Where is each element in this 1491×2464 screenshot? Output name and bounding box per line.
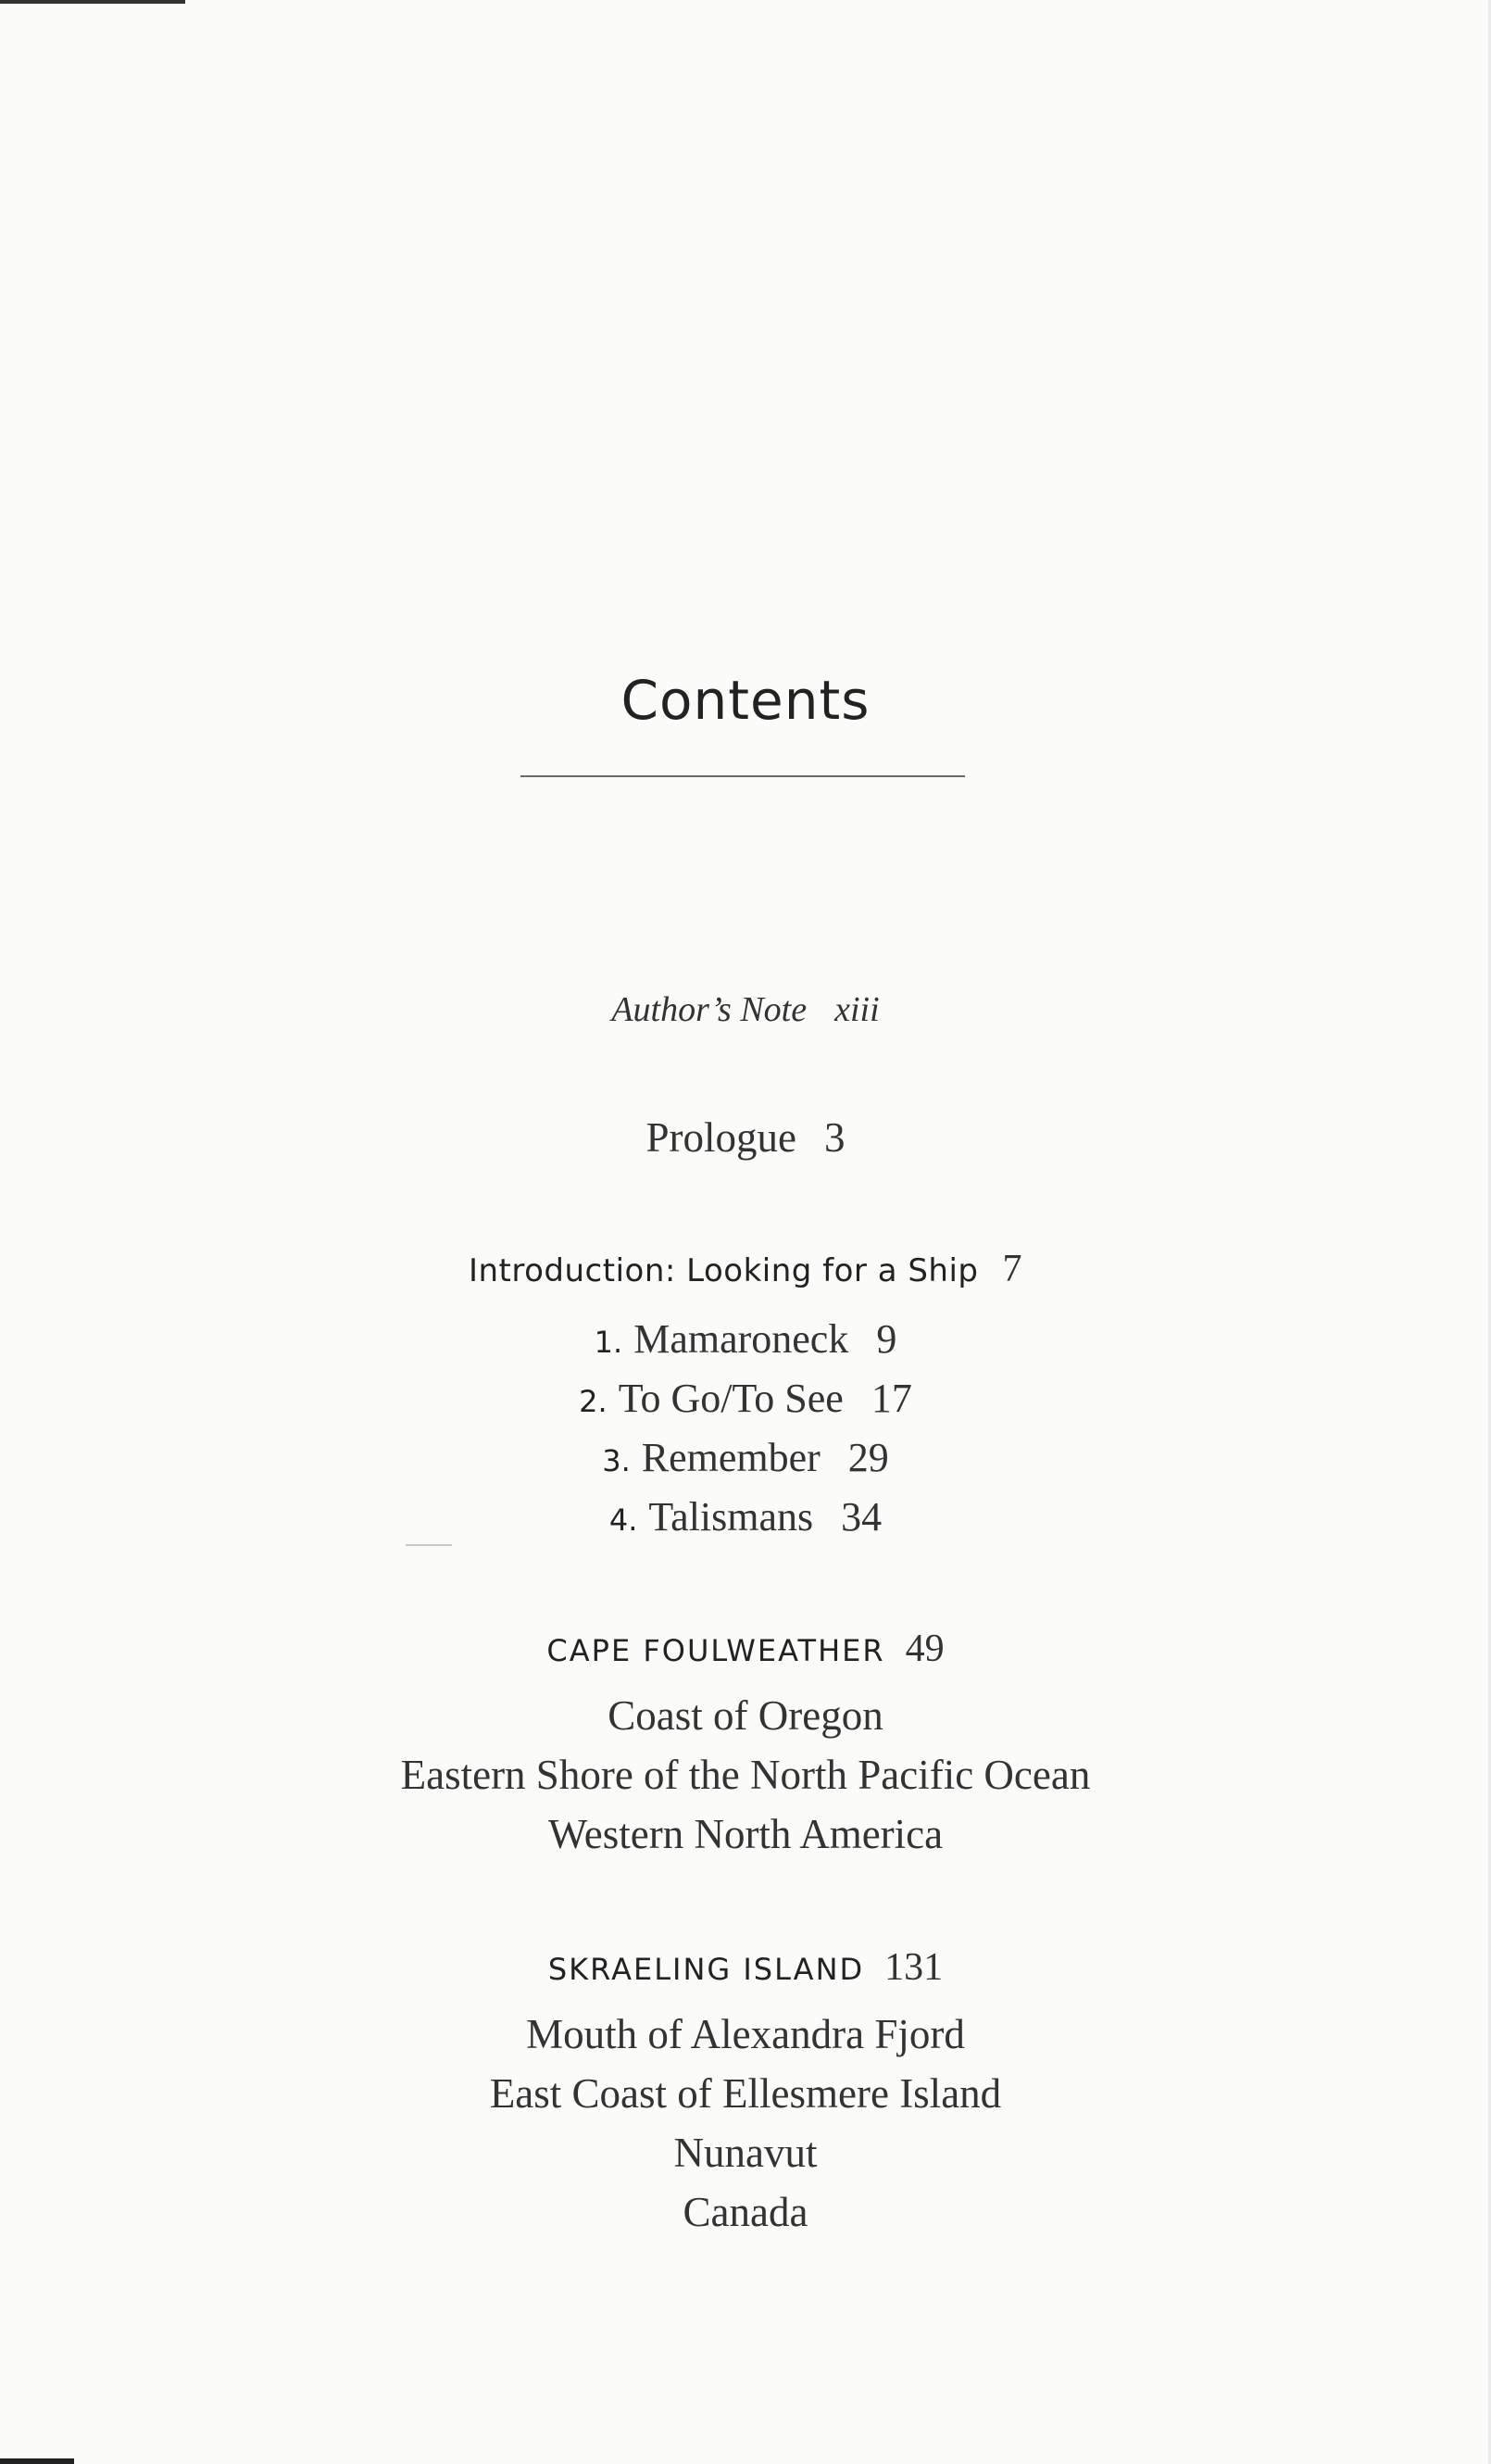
chapter-number: 1. xyxy=(594,1325,623,1360)
page-smudge xyxy=(406,1544,452,1546)
contents-heading: Contents xyxy=(620,669,871,732)
chapter-number: 3. xyxy=(602,1443,631,1478)
chapter-title: Remember xyxy=(641,1435,821,1480)
heading-rule xyxy=(520,775,965,777)
toc-part-cape-foulweather xyxy=(0,1627,1491,1671)
entry-page: 9 xyxy=(876,1316,897,1362)
entry-page: 131 xyxy=(884,1946,944,1989)
entry-page: xiii xyxy=(834,990,880,1029)
toc-entry-chapter-1 xyxy=(0,1315,1491,1363)
part-title: CAPE FOULWEATHER xyxy=(546,1633,885,1668)
entry-page: 34 xyxy=(841,1494,883,1540)
toc-entry-chapter-3 xyxy=(0,1434,1491,1481)
entry-page: 7 xyxy=(1002,1248,1023,1290)
toc-entry-introduction xyxy=(0,1247,1491,1291)
chapter-title: To Go/To See xyxy=(618,1376,844,1421)
part-location-line: Coast of Oregon xyxy=(608,1692,883,1739)
part-location-line: East Coast of Ellesmere Island xyxy=(489,2070,1002,2117)
chapter-number: 4. xyxy=(608,1502,638,1538)
page-edge-shadow-bottom xyxy=(0,2458,74,2464)
toc-entry-authors-note xyxy=(0,989,1491,1030)
entry-label: Prologue xyxy=(645,1114,796,1161)
page-edge-shadow-top xyxy=(0,0,185,4)
entry-page: 17 xyxy=(871,1376,912,1421)
part-location-line: Mouth of Alexandra Fjord xyxy=(526,2011,965,2057)
part-location-line: Canada xyxy=(683,2189,808,2235)
entry-page: 49 xyxy=(905,1628,945,1670)
entry-page: 29 xyxy=(847,1435,889,1480)
toc-entry-prologue xyxy=(0,1113,1491,1162)
chapter-title: Mamaroneck xyxy=(633,1316,849,1362)
part-location-line: Nunavut xyxy=(673,2130,818,2176)
entry-page: 3 xyxy=(824,1114,846,1161)
toc-entry-chapter-2 xyxy=(0,1375,1491,1422)
entry-label: Author’s Note xyxy=(611,990,808,1029)
toc-part-skraeling-island xyxy=(0,1945,1491,1990)
part-location-line: Eastern Shore of the North Pacific Ocean xyxy=(400,1752,1091,1798)
part-location-line: Western North America xyxy=(547,1811,944,1857)
chapter-number: 2. xyxy=(579,1384,608,1419)
entry-label: Introduction: Looking for a Ship xyxy=(468,1252,979,1289)
part-title: SKRAELING ISLAND xyxy=(547,1952,865,1987)
chapter-title: Talismans xyxy=(648,1494,814,1540)
toc-entry-chapter-4 xyxy=(0,1493,1491,1540)
